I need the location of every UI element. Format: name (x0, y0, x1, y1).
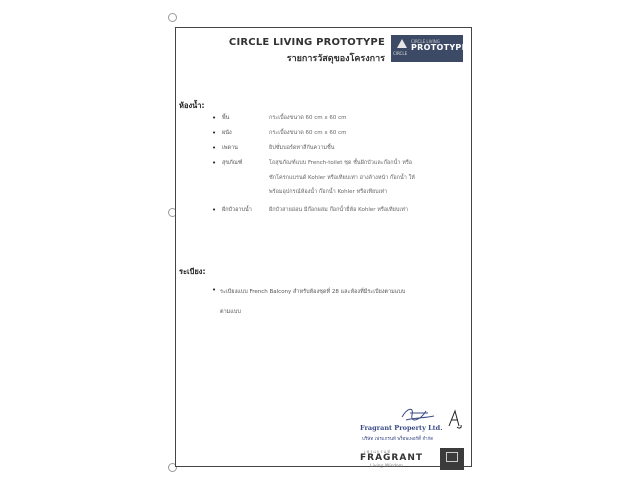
triangle-logo-icon (397, 39, 407, 48)
spec-label: พื้น (222, 115, 230, 121)
circle-prototype-logo (391, 35, 468, 62)
balcony-note-line-1: ระเบียงแบบ French Balcony สำหรับห้องชุดที่ 28 และห้องที่มีระเบียงตามแบบ (220, 289, 406, 295)
spec-value: ยิปซั่มบอร์ดทาสีกันความชื้น (269, 145, 335, 151)
spec-value: กระเบื้องขนาด 60 cm x 60 cm (269, 130, 347, 136)
document-subtitle: รายการวัสดุของโครงการ (286, 54, 385, 64)
spec-label: สุขภัณฑ์ (222, 160, 243, 166)
spec-label: ฝักบัวอาบน้ำ (222, 207, 252, 213)
signature-icon (398, 403, 438, 425)
document-page (175, 27, 472, 467)
spec-label: เพดาน (222, 145, 238, 151)
spec-value-line-3: พร้อมอุปกรณ์ห้องน้ำ ก๊อกน้ำ Kohler หรือเทียบเท่า (269, 189, 388, 195)
bullet-icon: • (212, 114, 217, 122)
spec-value-line-1: โถสุขภัณฑ์แบบ French-toilet ชุด ชั้นฝักบัวและก๊อกน้ำ หรือ (269, 160, 413, 166)
bullet-icon: • (212, 206, 217, 214)
logo-circle-text: CIRCLE (393, 51, 408, 56)
spec-value-line-2: ชักโครกแบรนด์ Kohler หรือเทียบเท่า อ่างล้างหน้า ก๊อกน้ำ ให้ (269, 175, 415, 181)
brand-thai-text: เฟรแกรนท์ (364, 449, 391, 454)
initials-signature-icon (446, 408, 464, 430)
bullet-icon: • (212, 159, 217, 167)
brand-name: FRAGRANT (360, 453, 423, 463)
spec-value: ฝักบัวสายอ่อน มีก๊อกผสม ก๊อกน้ำยี่ห้อ Kohler หรือเทียบเท่า (269, 207, 408, 213)
brand-emblem-icon (440, 448, 464, 470)
spec-value: กระเบื้องขนาด 60 cm x 60 cm (269, 115, 347, 121)
balcony-note-line-2: ตามแบบ (220, 309, 241, 315)
bullet-icon: • (212, 286, 217, 294)
section-heading-bathroom: ห้องน้ำ: (179, 101, 205, 110)
logo-small-text: CIRCLE LIVING (411, 39, 440, 44)
document-title: CIRCLE LIVING PROTOTYPE (228, 37, 385, 48)
brand-tagline: Living Wisdom (370, 464, 403, 469)
section-heading-balcony: ระเบียง: (179, 267, 206, 276)
company-name: Fragrant Property Ltd. (360, 424, 443, 432)
logo-text: PROTOTYPE (411, 43, 468, 52)
punch-hole-top (168, 13, 177, 22)
company-name-thai: บริษัท เฟรแกรนท์ พร็อพเพอร์ตี้ จำกัด (362, 437, 434, 442)
document-header (176, 28, 471, 72)
fragrant-brand-logo (360, 448, 434, 470)
bullet-icon: • (212, 129, 217, 137)
spec-label: ผนัง (222, 130, 232, 136)
bullet-icon: • (212, 144, 217, 152)
